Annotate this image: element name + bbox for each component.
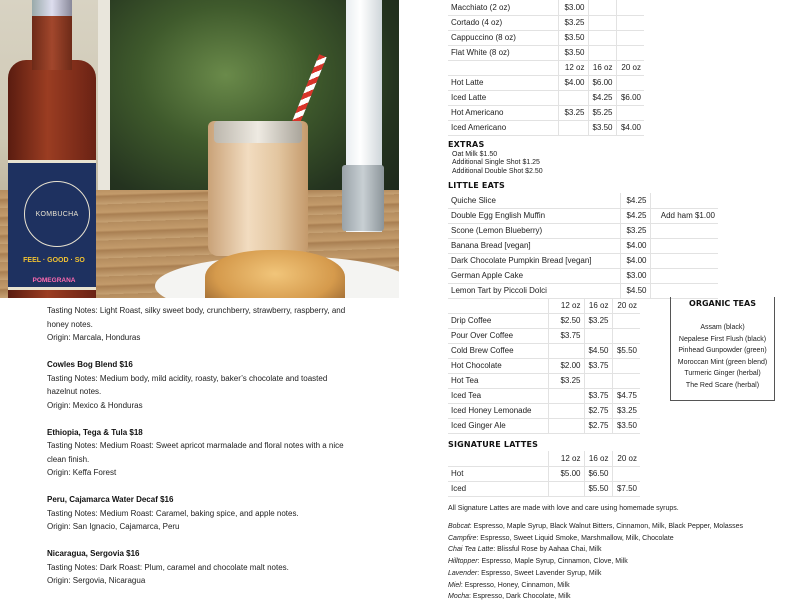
recipe-ingredients: : Blissful Rose by Aahaa Chai, Milk bbox=[493, 546, 602, 554]
item-price: $3.25 bbox=[558, 105, 588, 120]
bean-item bbox=[47, 493, 357, 534]
jar-rim bbox=[214, 121, 302, 143]
recipe-item bbox=[448, 568, 743, 580]
item-name: Iced Latte bbox=[448, 90, 558, 105]
item-price bbox=[588, 30, 616, 45]
recipe-name: Hilltopper bbox=[448, 558, 478, 566]
item-price: $6.00 bbox=[588, 75, 616, 90]
item-price: $2.75 bbox=[584, 403, 612, 418]
extras-list bbox=[452, 151, 543, 176]
item-price bbox=[612, 313, 640, 328]
table-row bbox=[448, 15, 644, 30]
item-price: $3.25 bbox=[548, 373, 584, 388]
signature-recipes-list bbox=[448, 521, 743, 600]
table-row bbox=[448, 253, 718, 268]
tea-item: Assam (black) bbox=[700, 324, 745, 331]
item-name: Drip Coffee bbox=[448, 313, 548, 328]
table-row bbox=[448, 283, 718, 298]
item-price: $3.00 bbox=[620, 268, 650, 283]
item-price: $2.75 bbox=[584, 418, 612, 433]
item-price: $5.50 bbox=[612, 343, 640, 358]
item-name: Iced Americano bbox=[448, 120, 558, 135]
table-row bbox=[448, 238, 718, 253]
bean-notes: Tasting Notes: Dark Roast: Plum, caramel and chocolate malt notes. bbox=[47, 562, 289, 572]
item-price bbox=[616, 75, 644, 90]
item-price: $6.50 bbox=[584, 466, 612, 481]
item-price: $3.50 bbox=[588, 120, 616, 135]
item-price: $3.75 bbox=[548, 328, 584, 343]
item-price bbox=[612, 358, 640, 373]
table-row bbox=[448, 418, 640, 433]
recipe-item bbox=[448, 580, 743, 592]
size-header bbox=[448, 298, 548, 313]
blueberry-scone bbox=[205, 250, 345, 298]
item-name: German Apple Cake bbox=[448, 268, 620, 283]
little-eats-table bbox=[448, 193, 718, 299]
recipe-item bbox=[448, 533, 743, 545]
item-name: Cappuccino (8 oz) bbox=[448, 30, 558, 45]
bean-title: Peru, Cajamarca Water Decaf $16 bbox=[47, 495, 174, 504]
tea-item: Nepalese First Flush (black) bbox=[678, 335, 767, 343]
recipe-item bbox=[448, 556, 743, 568]
bean-item bbox=[47, 358, 357, 412]
size-header: 16 oz bbox=[588, 60, 616, 75]
item-price: $4.75 bbox=[612, 388, 640, 403]
item-addon bbox=[650, 193, 718, 208]
item-price: $4.00 bbox=[616, 120, 644, 135]
iced-latte-jar bbox=[208, 121, 308, 256]
bean-item bbox=[47, 547, 357, 588]
item-price: $3.75 bbox=[584, 388, 612, 403]
item-name: Lemon Tart by Piccoli Dolci bbox=[448, 283, 620, 298]
recipe-name: Lavender bbox=[448, 569, 478, 577]
item-name: Hot Tea bbox=[448, 373, 548, 388]
bean-origin: Origin: Keffa Forest bbox=[47, 468, 117, 477]
table-row bbox=[448, 388, 640, 403]
item-price: $3.75 bbox=[584, 358, 612, 373]
bean-item bbox=[47, 296, 357, 345]
table-row bbox=[448, 30, 644, 45]
item-price: $3.50 bbox=[558, 30, 588, 45]
item-name: Scone (Lemon Blueberry) bbox=[448, 223, 620, 238]
table-row bbox=[448, 466, 640, 481]
item-name: Cortado (4 oz) bbox=[448, 15, 558, 30]
tea-item: Turmeric Ginger (herbal) bbox=[684, 370, 761, 377]
item-addon bbox=[650, 268, 718, 283]
item-price: $5.00 bbox=[548, 466, 584, 481]
table-row bbox=[448, 313, 640, 328]
tea-item: The Red Scare (herbal) bbox=[685, 381, 760, 389]
item-price: $4.00 bbox=[620, 253, 650, 268]
item-price: $3.50 bbox=[558, 45, 588, 60]
item-price: $5.50 bbox=[584, 481, 612, 496]
table-row bbox=[448, 358, 640, 373]
item-name: Quiche Slice bbox=[448, 193, 620, 208]
signature-lattes-heading: SIGNATURE LATTES bbox=[448, 440, 539, 449]
table-row bbox=[448, 328, 640, 343]
item-price bbox=[558, 120, 588, 135]
item-price bbox=[616, 105, 644, 120]
coffee-beans-list bbox=[47, 296, 357, 600]
photo-pole-clamp bbox=[342, 165, 384, 231]
recipe-ingredients: : Espresso, Maple Syrup, Black Walnut Bitters, Cinnamon, Milk, Black Pepper, Molasses bbox=[469, 523, 744, 530]
recipe-name: Chai Tea Latte bbox=[448, 546, 494, 554]
tea-item: Moroccan Mint (green blend) bbox=[677, 358, 768, 366]
size-header-row bbox=[448, 60, 644, 75]
bean-title: Cowles Bog Blend $16 bbox=[47, 360, 133, 369]
bean-origin: Origin: San Ignacio, Cajamarca, Peru bbox=[47, 522, 180, 531]
item-price bbox=[548, 403, 584, 418]
table-row bbox=[448, 105, 644, 120]
item-price: $4.50 bbox=[620, 283, 650, 298]
table-row bbox=[448, 403, 640, 418]
item-price bbox=[616, 0, 644, 15]
item-name: Iced Honey Lemonade bbox=[448, 403, 548, 418]
item-price: $5.25 bbox=[588, 105, 616, 120]
item-price: $3.25 bbox=[620, 223, 650, 238]
item-price bbox=[612, 373, 640, 388]
item-price bbox=[616, 45, 644, 60]
recipe-item bbox=[448, 591, 743, 600]
recipe-ingredients: : Espresso, Dark Chocolate, Milk bbox=[469, 593, 571, 600]
item-price: $4.00 bbox=[558, 75, 588, 90]
recipe-name: Campfire bbox=[448, 534, 477, 542]
item-price: $4.25 bbox=[620, 193, 650, 208]
extras-item: Oat Milk $1.50 bbox=[452, 151, 498, 158]
item-name: Hot Americano bbox=[448, 105, 558, 120]
kombucha-bottle bbox=[8, 0, 96, 298]
table-row bbox=[448, 343, 640, 358]
bean-item bbox=[47, 426, 357, 480]
size-header: 12 oz bbox=[558, 60, 588, 75]
table-row bbox=[448, 90, 644, 105]
item-addon bbox=[650, 253, 718, 268]
bottle-label bbox=[8, 160, 96, 290]
signature-lattes-note: All Signature Lattes are made with love and care using homemade syrups. bbox=[448, 505, 679, 512]
recipe-item bbox=[448, 544, 743, 556]
signature-lattes-table bbox=[448, 451, 640, 497]
table-row bbox=[448, 120, 644, 135]
size-header: 16 oz bbox=[584, 451, 612, 466]
table-row bbox=[448, 208, 718, 223]
organic-teas-box bbox=[670, 297, 775, 401]
bean-notes: Tasting Notes: Medium Roast: Caramel, baking spice, and apple notes. bbox=[47, 508, 299, 518]
item-addon: Add ham $1.00 bbox=[650, 208, 718, 223]
bottle-brand-logo: KOMBUCHA bbox=[24, 181, 90, 247]
size-header: 16 oz bbox=[584, 298, 612, 313]
item-price bbox=[588, 0, 616, 15]
table-row bbox=[448, 373, 640, 388]
item-name: Iced Ginger Ale bbox=[448, 418, 548, 433]
table-row bbox=[448, 223, 718, 238]
item-price: $3.25 bbox=[584, 313, 612, 328]
size-header bbox=[448, 60, 558, 75]
recipe-name: Bobcat bbox=[448, 523, 470, 530]
item-price: $3.00 bbox=[558, 0, 588, 15]
size-header: 20 oz bbox=[616, 60, 644, 75]
little-eats-heading: LITTLE EATS bbox=[448, 181, 505, 190]
bean-origin: Origin: Mexico & Honduras bbox=[47, 400, 143, 410]
item-name: Hot bbox=[448, 466, 548, 481]
photo-window-frame bbox=[98, 0, 110, 215]
item-price bbox=[584, 373, 612, 388]
item-name: Macchiato (2 oz) bbox=[448, 0, 558, 15]
table-row bbox=[448, 193, 718, 208]
item-addon bbox=[650, 223, 718, 238]
item-price: $3.50 bbox=[612, 418, 640, 433]
item-price bbox=[558, 90, 588, 105]
item-name: Iced Tea bbox=[448, 388, 548, 403]
size-header-row bbox=[448, 298, 640, 313]
table-row bbox=[448, 481, 640, 496]
bean-title: Ethiopia, Tega & Tula $18 bbox=[47, 427, 143, 437]
item-name: Double Egg English Muffin bbox=[448, 208, 620, 223]
bean-origin: Origin: Sergovia, Nicaragua bbox=[47, 576, 146, 585]
size-header: 20 oz bbox=[612, 298, 640, 313]
item-addon bbox=[650, 238, 718, 253]
item-price: $7.50 bbox=[612, 481, 640, 496]
recipe-ingredients: : Espresso, Maple Syrup, Cinnamon, Clove, Milk bbox=[477, 558, 628, 566]
item-name: Banana Bread [vegan] bbox=[448, 238, 620, 253]
item-price bbox=[548, 418, 584, 433]
bottle-flavor: POMEGRANA bbox=[32, 277, 76, 284]
item-price bbox=[584, 328, 612, 343]
size-header: 20 oz bbox=[612, 451, 640, 466]
item-price: $4.25 bbox=[620, 208, 650, 223]
recipe-ingredients: : Espresso, Honey, Cinnamon, Milk bbox=[460, 581, 570, 589]
extras-heading: EXTRAS bbox=[448, 140, 485, 149]
recipe-name: Mocha bbox=[448, 593, 470, 600]
item-addon bbox=[650, 283, 718, 298]
item-price bbox=[548, 481, 584, 496]
item-price bbox=[588, 45, 616, 60]
coffee-price-table bbox=[448, 298, 640, 434]
item-price bbox=[616, 15, 644, 30]
table-row bbox=[448, 0, 644, 15]
item-price bbox=[612, 466, 640, 481]
organic-teas-heading: ORGANIC TEAS bbox=[689, 299, 756, 308]
item-price: $4.00 bbox=[620, 238, 650, 253]
item-name: Iced bbox=[448, 481, 548, 496]
item-price: $6.00 bbox=[616, 90, 644, 105]
bottle-cap bbox=[32, 0, 72, 16]
item-price bbox=[612, 328, 640, 343]
item-name: Pour Over Coffee bbox=[448, 328, 548, 343]
recipe-ingredients: : Espresso, Sweet Lavender Syrup, Milk bbox=[477, 569, 602, 577]
item-price: $4.25 bbox=[588, 90, 616, 105]
bean-title: Nicaragua, Sergovia $16 bbox=[47, 549, 140, 558]
bean-notes: Tasting Notes: Medium body, mild acidity, roasty, baker’s chocolate and toasted hazelnut notes. bbox=[47, 373, 328, 396]
item-price bbox=[548, 343, 584, 358]
extras-item: Additional Single Shot $1.25 bbox=[452, 159, 540, 167]
item-price: $3.25 bbox=[612, 403, 640, 418]
item-name: Hot Chocolate bbox=[448, 358, 548, 373]
recipe-item bbox=[448, 521, 743, 533]
bean-notes: Tasting Notes: Medium Roast: Sweet apricot marmalade and floral notes with a nice clean finish. bbox=[47, 441, 344, 464]
size-header-row bbox=[448, 451, 640, 466]
recipe-ingredients: : Espresso, Sweet Liquid Smoke, Marshmallow, Milk, Chocolate bbox=[476, 534, 674, 542]
table-row bbox=[448, 268, 718, 283]
item-price bbox=[588, 15, 616, 30]
item-name: Cold Brew Coffee bbox=[448, 343, 548, 358]
item-name: Dark Chocolate Pumpkin Bread [vegan] bbox=[448, 253, 620, 268]
table-row bbox=[448, 45, 644, 60]
item-price: $2.50 bbox=[548, 313, 584, 328]
item-name: Flat White (8 oz) bbox=[448, 45, 558, 60]
tea-item: Pinhead Gunpowder (green) bbox=[678, 347, 767, 354]
recipe-name: Miel bbox=[448, 581, 461, 589]
item-price: $3.25 bbox=[558, 15, 588, 30]
item-price: $2.00 bbox=[548, 358, 584, 373]
size-header: 12 oz bbox=[548, 451, 584, 466]
bean-notes: Tasting Notes: Light Roast, silky sweet body, crunchberry, strawberry, raspberry, and honey notes. bbox=[47, 306, 346, 329]
item-name: Hot Latte bbox=[448, 75, 558, 90]
extras-item: Additional Double Shot $2.50 bbox=[452, 167, 543, 175]
item-price bbox=[548, 388, 584, 403]
table-row bbox=[448, 75, 644, 90]
bottle-tagline: FEEL · GOOD · SO bbox=[23, 257, 85, 264]
item-price bbox=[616, 30, 644, 45]
espresso-price-table bbox=[448, 0, 644, 136]
bean-origin: Origin: Marcala, Honduras bbox=[47, 333, 141, 342]
size-header: 12 oz bbox=[548, 298, 584, 313]
size-header bbox=[448, 451, 548, 466]
item-price: $4.50 bbox=[584, 343, 612, 358]
hero-photo bbox=[0, 0, 399, 298]
